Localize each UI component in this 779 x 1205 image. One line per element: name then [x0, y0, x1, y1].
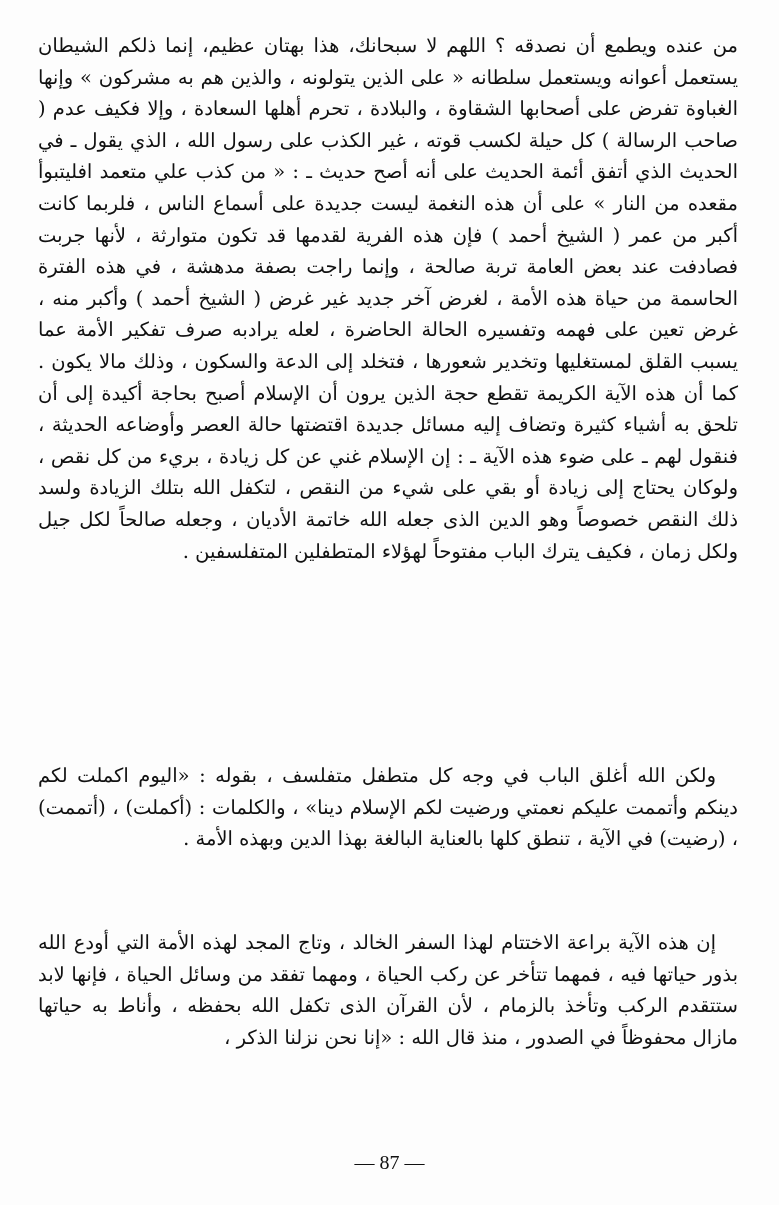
page-number: — 87 — [354, 1152, 425, 1174]
paragraph-1 [38, 30, 738, 567]
paragraph-text: من عنده ويطمع أن نصدقه ؟ اللهم لا سبحانك، هذا بهتان عظيم، إنما ذلكم الشيطان يستعمل أعوانه ويستعمل سلطانه « على الذين يتولونه ، والذين هم به مشركون » وإنها الغباوة تفرض على أصحابها الشقاوة ، والبلادة ، تحرم أهلها السعادة ، وإلا فكيف عدم ( صاحب الرسالة ) كل حيلة لكسب قوته ، غير الكذب على رسول الله ، الذي يقول ـ في الحديث الذي أتفق أئمة الحديث على أنه أصح حديث ـ : « من كذب علي متعمد افليتبوأ مقعده من النار » على أن هذه النغمة ليست جديدة على أسماع الناس ، فلربما كانت أكبر من عمر ( الشيخ أحمد ) فإن هذه الفرية لقدمها قد تكون متوارثة ، لأنها جربت فصادفت عند بعض العامة تربة صالحة ، وإنما راجت بصفة مدهشة ، في هذه الفترة الحاسمة من حياة هذه الأمة ، لغرض آخر جديد غير غرض ( الشيخ أحمد ) وأكبر منه ، غرض تعين على فهمه وتفسيره الحالة الحاضرة ، لعله يرادبه صرف تفكير الأمة عما يسبب القلق لمستغليها وتخدير شعورها ، فتخلد إلى الدعة والسكون ، وذلك مالا يكون . كما أن هذه الآية الكريمة تقطع حجة الذين يرون أن الإسلام أصبح بحاجة أكيدة إلى أن تلحق به أشياء كثيرة وتضاف إليه مسائل جديدة اقتضتها حالة العصر وأوضاعه الحديثة ، فنقول لهم ـ على ضوء هذه الآية ـ : إن الإسلام غني عن كل زيادة ، بريء من كل نقص ، ولوكان يحتاج إلى زيادة أو بقي على شيء من النقص ، لتكفل الله بتلك الزيادة ولسد ذلك النقص خصوصاً وهو الدين الذى جعله الله خاتمة الأديان ، وجعله صالحاً لكل جيل ولكل زمان ، فكيف يترك الباب مفتوحاً لهؤلاء المتطفلين المتفلسفين . [38, 34, 738, 563]
paragraph-text: إن هذه الآية براعة الاختتام لهذا السفر الخالد ، وتاج المجد لهذه الأمة التي أودع الله بذور حياتها فيه ، فمهما تتأخر عن ركب الحياة ، ومهما تفقد من وسائل الحياة ، فإنها لابد ستتقدم الركب وتأخذ بالزمام ، لأن القرآن الذى تكفل الله بحفظه ، وأناط به حياتها مازال محفوظاً في الصدور ، منذ قال الله : «إنا نحن نزلنا الذكر ، [38, 931, 739, 1049]
paragraph-3 [38, 927, 738, 1053]
paragraph-text: ولكن الله أغلق الباب في وجه كل متطفل متفلسف ، بقوله : «اليوم اكملت لكم دينكم وأتممت عليكم نعمتي ورضيت لكم الإسلام دينا» ، والكلمات : (أكملت) ، (أتممت) ، (رضيت) في الآية ، تنطق كلها بالعناية البالغة بهذا الدين وبهذه الأمة . [38, 764, 738, 851]
paragraph-2 [38, 760, 738, 855]
